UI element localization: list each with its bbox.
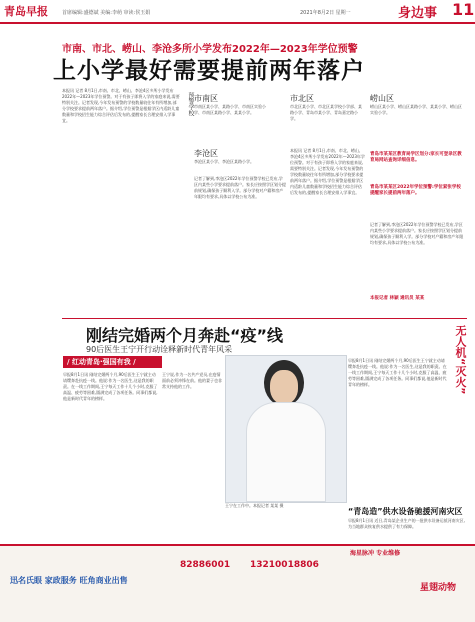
story2-body-col1: 早报8月1日讯 刚结完婚两个月,90后医生王宁就主动请缨奔赴抗疫一线。他说:作为一名医生,这是我的职责。在一线工作期间,王宁每天工作十几个小时,克服了高温、疲劳等困难,圆满完成了各项任务。同事们都说,他是新时代青年的榜样。 — [63, 372, 158, 401]
ad-phone-2: 13210018806 — [250, 560, 319, 570]
story1-side-text: 记者了解到,李沧区2022年学位预警学校已发布,学区内某些小学要求提前落户。家长应按照学区划分提前规划,确保孩子顺利入学。部分学校对户籍和房产年限均有要求,具体以学校公布为准。 — [370, 222, 464, 245]
story3-headline: “青岛造”供水设备驰援河南灾区 — [348, 507, 463, 516]
story1-headline: 上小学最好需要提前两年落户 — [53, 58, 365, 84]
story2-body-col3: 早报8月1日讯 刚结完婚两个月,90后医生王宁就主动请缨奔赴抗疫一线。他说:作为一名医生,这是我的职责。在一线工作期间,王宁每天工作十几个小时,克服了高温、疲劳等困难,圆满完成了各项任务。同事们都说,他是新时代青年的榜样。 — [348, 358, 447, 387]
story2-subhead: 90后医生王宁开行动诠释新时代青年风采 — [86, 345, 233, 354]
editor-credits: 首席编辑:盛德斌 美编:李萌 审读:侯玉娟 — [62, 10, 151, 16]
ad-phone-1: 82886001 — [180, 560, 231, 570]
photo-person-face — [270, 370, 298, 404]
licang-body-text: 记者了解到,李沧区2022年学位预警学校已发布,学区内某些小学要求提前落户。家长应按照学区划分提前规划,确保孩子顺利入学。部分学校对户籍和房产年限均有要求,具体以学校公布为准。 — [194, 176, 286, 199]
photo-person-coat — [246, 402, 326, 502]
district-name-licang: 李沧区 — [194, 149, 218, 158]
warning-schools-tag: 预警学校 — [187, 92, 194, 116]
district-name-shinan: 市南区 — [194, 94, 218, 103]
story1-lead-text: 本报讯 记者 8月1日,市南、市北、崂山、李沧4区多所小学发布2022年—2023年学位预警。对于有孩子即将入学的家庭来说,需要特别关注。记者发现,今年发布预警的学校数量较往年有所增加,部分学校要求提前两年落户。据介绍,学位预警是根据学区内适龄儿童数量和学校招生能力综合评估后发布的,提醒家长合理安排入学事宜。 — [62, 88, 180, 123]
district-name-shibei: 市北区 — [290, 94, 314, 103]
story3-body: 早报8月1日讯 近日,青岛某企业生产的一批供水设备运抵河南灾区,为当地群众恢复供水提供了有力保障。 — [348, 518, 465, 529]
story1-byline: 本报记者 林颖 通讯员 某某 — [370, 296, 425, 301]
section-name: 身边事 — [398, 6, 438, 21]
side-story-title: 无人机“灭火” — [454, 325, 467, 395]
story2-photo-caption: 王宁在工作中。本报记者 某某 摄 — [225, 503, 284, 508]
story2-body-col2: 王宁说,作为一名共产党员,在疫情面前必须冲锋在前。他的妻子也非常支持他的工作。 — [162, 372, 222, 389]
ad-brand: 星翅动物 — [420, 583, 457, 593]
story1-subhead: 市南、市北、崂山、李沧多所小学发布2022年—2023年学位预警 — [62, 44, 358, 55]
ad-misc: 迅名氏眼 家政服务 旺角商业出售 — [10, 576, 128, 585]
issue-date: 2021年8月2日 星期一 — [300, 10, 351, 16]
page-number: 11 — [452, 0, 475, 19]
district-text-laoshan: 崂山区某小学、崂山区某路小学、某某小学、崂山区实验小学。 — [370, 104, 462, 115]
story1-continued-text: 本报讯 记者 8月1日,市南、市北、崂山、李沧4区多所小学发布2022年—2023年学位预警。对于有孩子即将入学的家庭来说,需要特别关注。记者发现,今年发布预警的学校数量较往年有所增加,部分学校要求提前两年落户。据介绍,学位预警是根据学区内适龄儿童数量和学校招生能力综合评估后发布的,提醒家长合理安排入学事宜。 — [290, 148, 365, 195]
district-name-laoshan: 崂山区 — [370, 94, 394, 103]
ad-title: 海星脉冲 专业维修 — [350, 550, 401, 557]
story2-red-tag: / 红动青岛·强国有我 / — [63, 356, 162, 368]
district-text-licang: 李沧区某小学、李沧区某路小学。 — [194, 159, 254, 164]
story-divider — [62, 318, 467, 319]
district-text-shibei: 市北区某小学、市北区某学校小学部、某路小学、青岛市某小学、青岛嘉定路小学。 — [290, 104, 362, 121]
story2-headline: 刚结完婚两个月奔赴“疫”线 — [86, 326, 284, 345]
red-note-2: 青岛市某某区2022年学位预警:学位紧张学校提醒家长提前两年落户。 — [370, 185, 461, 196]
red-note-1: 青岛市某某区教育局学区划分:家长可登录区教育局网站查询详细信息。 — [370, 152, 462, 163]
district-text-shinan: 市南区某小学、某路小学、市南区实验小学、市南区某路小学、某某小学。 — [194, 104, 266, 115]
paper-logo: 青岛早报 — [4, 5, 48, 18]
